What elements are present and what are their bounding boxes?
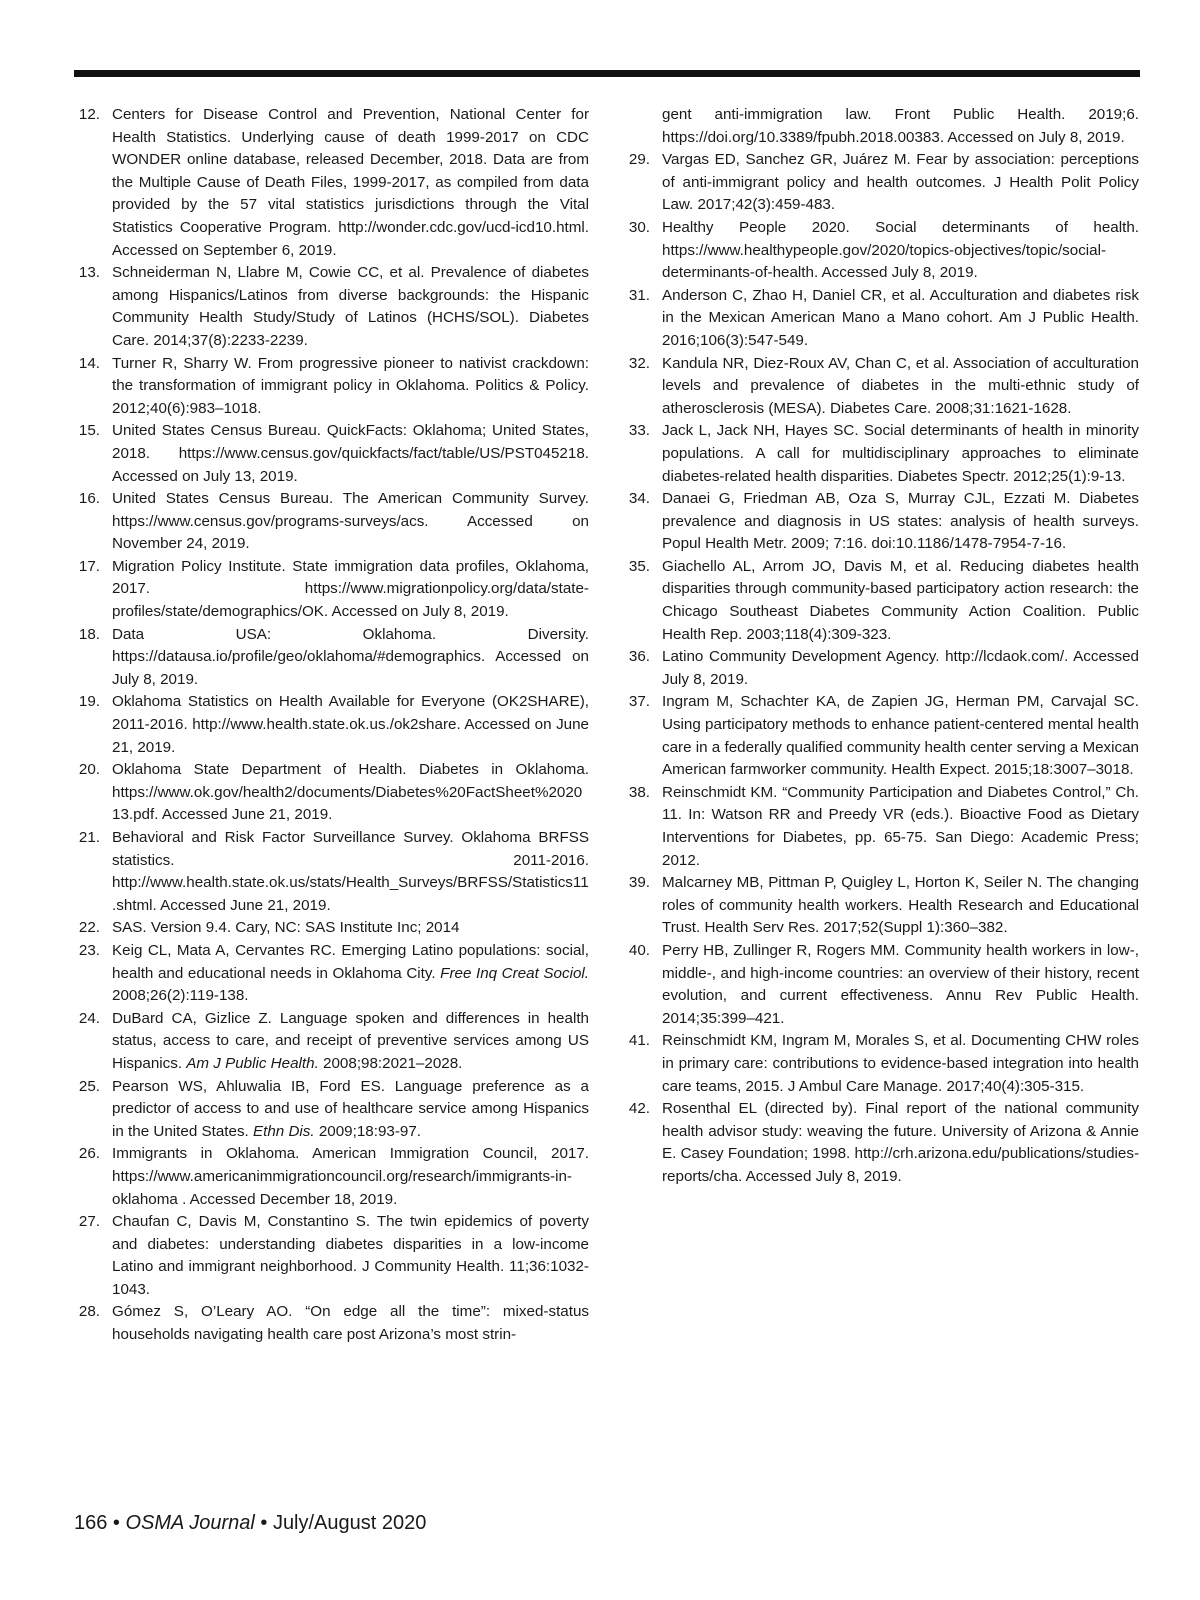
- reference-segment: Reinschmidt KM, Ingram M, Morales S, et al. Documenting CHW roles in primary care: contributions to evidence-based integration into health care teams, 2015. J Ambul Care Manage. 2017;40(4):305-315.: [662, 1032, 1139, 1095]
- reference-segment: Anderson C, Zhao H, Daniel CR, et al. Acculturation and diabetes risk in the Mexican American Mano a Mano cohort. Am J Public Health. 2016;106(3):547-549.: [662, 286, 1139, 349]
- reference-number: 32.: [628, 354, 650, 372]
- reference-text: [662, 872, 1139, 940]
- reference-item: [624, 149, 1139, 217]
- reference-segment: SAS. Version 9.4. Cary, NC: SAS Institute Inc; 2014: [112, 919, 460, 937]
- reference-text: [662, 217, 1139, 285]
- reference-number: 17.: [78, 557, 100, 575]
- reference-segment: Keig CL, Mata A, Cervantes RC. Emerging Latino populations: social, health and educational needs in Oklahoma City.: [112, 941, 589, 982]
- reference-text: [662, 420, 1139, 488]
- reference-text: [112, 262, 589, 352]
- reference-number: 20.: [78, 761, 100, 779]
- reference-item: [74, 759, 589, 827]
- reference-number: 38.: [628, 783, 650, 801]
- reference-number: 35.: [628, 557, 650, 575]
- reference-text: [112, 624, 589, 692]
- reference-segment: Perry HB, Zullinger R, Rogers MM. Community health workers in low-, middle-, and high-income countries: an overview of their history, recent evolution, and current effectiveness. Annu Rev Public Health. 2014;35:399–421.: [662, 941, 1139, 1027]
- reference-number: 19.: [78, 693, 100, 711]
- journal-name: OSMA Journal: [125, 1512, 255, 1534]
- reference-number: 26.: [78, 1145, 100, 1163]
- reference-segment: Jack L, Jack NH, Hayes SC. Social determinants of health in minority populations. A call for multidisciplinary approaches to eliminate diabetes-related health disparities. Diabetes Spectr. 2012;25(1):9-13.: [662, 422, 1139, 485]
- reference-segment: DuBard CA, Gizlice Z. Language spoken and differences in health status, access to care, and receipt of preventive services among US Hispanics.: [112, 1009, 589, 1072]
- reference-number: 21.: [78, 829, 100, 846]
- reference-text: [112, 1008, 589, 1076]
- reference-segment: Danaei G, Friedman AB, Oza S, Murray CJL, Ezzati M. Diabetes prevalence and diagnosis in US states: analysis of health surveys. Popul Health Metr. 2009; 7:16. doi:10.1186/1478-7954-7-16.: [662, 490, 1139, 553]
- footer-separator: •: [107, 1512, 126, 1534]
- reference-text: [112, 556, 589, 624]
- reference-item: [74, 1143, 589, 1211]
- reference-item: [74, 624, 589, 692]
- reference-item: [624, 782, 1139, 872]
- reference-number: 30.: [628, 218, 650, 236]
- reference-text: [112, 1076, 589, 1144]
- reference-segment: Malcarney MB, Pittman P, Quigley L, Horton K, Seiler N. The changing roles of community health workers. Health Research and Educational Trust. Health Serv Res. 2017;52(Suppl 1):360–382.: [662, 874, 1139, 937]
- reference-text: [662, 556, 1139, 646]
- reference-item: [624, 872, 1139, 940]
- reference-segment: Latino Community Development Agency. http://lcdaok.com/. Accessed July 8, 2019.: [662, 648, 1139, 688]
- reference-number: 13.: [78, 264, 100, 282]
- reference-text: [662, 285, 1139, 353]
- reference-item: [624, 646, 1139, 691]
- reference-item: [624, 104, 1139, 149]
- reference-text: [662, 691, 1139, 781]
- reference-text: [662, 1030, 1139, 1098]
- reference-segment: United States Census Bureau. QuickFacts: Oklahoma; United States, 2018. https://www.census.gov/quickfacts/fact/table/US/PST045218. Accessed on July 13, 2019.: [112, 422, 589, 485]
- reference-text: [662, 149, 1139, 217]
- reference-text: [662, 646, 1139, 691]
- reference-segment: United States Census Bureau. The American Community Survey. https://www.census.gov/programs-surveys/acs. Accessed on November 24, 2019.: [112, 490, 589, 553]
- reference-segment: Rosenthal EL (directed by). Final report of the national community health advisor study: weaving the future. University of Arizona & Annie E. Casey Foundation; 1998. http://crh.arizona.edu/publications/studies-reports/cha. Accessed July 8, 2019.: [662, 1100, 1140, 1185]
- reference-number: 37.: [628, 693, 650, 711]
- reference-item: [74, 488, 589, 556]
- reference-number: 40.: [628, 941, 650, 959]
- reference-text: [662, 488, 1139, 556]
- reference-item: [624, 1030, 1139, 1098]
- reference-number: 12.: [78, 106, 100, 123]
- reference-text: [662, 940, 1139, 1030]
- reference-number: 42.: [628, 1100, 650, 1118]
- reference-number: 31.: [628, 286, 650, 304]
- reference-text: [112, 917, 589, 940]
- reference-text: [112, 420, 589, 488]
- reference-item: [74, 827, 589, 917]
- reference-text: [112, 1211, 589, 1301]
- references-column-right: [624, 104, 1139, 1189]
- reference-text: [662, 104, 1139, 149]
- reference-segment: Chaufan C, Davis M, Constantino S. The twin epidemics of poverty and diabetes: understanding diabetes disparities in a low-income Latino and immigrant neighborhood. J Community Health. 11;36:1032-1043.: [112, 1213, 589, 1298]
- reference-text: [112, 488, 589, 556]
- reference-item: [74, 1211, 589, 1301]
- reference-item: [74, 262, 589, 352]
- reference-segment: Immigrants in Oklahoma. American Immigration Council, 2017. https://www.americanimmigrationcouncil.org/research/immigrants-in-oklahoma . Accessed December 18, 2019.: [112, 1145, 589, 1208]
- reference-segment: Schneiderman N, Llabre M, Cowie CC, et al. Prevalence of diabetes among Hispanics/Latinos from diverse backgrounds: the Hispanic Community Health Study/Study of Latinos (HCHS/SOL). Diabetes Care. 2014;37(8):2233-2239.: [112, 264, 589, 349]
- issue-date: July/August 2020: [272, 1512, 427, 1534]
- reference-number: 16.: [78, 490, 100, 508]
- reference-segment: Turner R, Sharry W. From progressive pioneer to nativist crackdown: the transformation of immigrant policy in Oklahoma. Politics & Policy. 2012;40(6):983–1018.: [112, 354, 589, 417]
- page-footer: [74, 1512, 426, 1535]
- reference-number: 27.: [78, 1213, 100, 1231]
- reference-item: [74, 917, 589, 940]
- journal-title: Free Inq Creat Sociol.: [440, 964, 589, 982]
- reference-number: 39.: [628, 874, 650, 892]
- footer-separator: •: [254, 1512, 273, 1534]
- references-column-left: [74, 104, 589, 1347]
- reference-number: 29.: [628, 151, 650, 169]
- reference-segment: Giachello AL, Arrom JO, Davis M, et al. Reducing diabetes health disparities through community-based participatory action research: the Chicago Southeast Diabetes Community Action Coalition. Public Health Rep. 2003;118(4):309-323.: [662, 557, 1139, 643]
- reference-segment: Data USA: Oklahoma. Diversity. https://datausa.io/profile/geo/oklahoma/#demographics. Accessed on July 8, 2019.: [112, 625, 589, 688]
- reference-text: [112, 104, 589, 262]
- reference-text: [112, 691, 589, 759]
- reference-segment: Behavioral and Risk Factor Surveillance Survey. Oklahoma BRFSS statistics. 2011-2016. http://www.health.state.ok.us/stats/Health_Surveys/BRFSS/Statistics11.shtml. Accessed June 21, 2019.: [112, 829, 589, 914]
- reference-number: 23.: [78, 941, 100, 959]
- reference-segment: Vargas ED, Sanchez GR, Juárez M. Fear by association: perceptions of anti-immigrant policy and health outcomes. J Health Polit Policy Law. 2017;42(3):459-483.: [662, 151, 1139, 214]
- reference-number: 24.: [78, 1009, 100, 1027]
- reference-item: [74, 1301, 589, 1346]
- reference-text: [112, 1301, 589, 1346]
- reference-segment: gent anti-immigration law. Front Public Health. 2019;6. https://doi.org/10.3389/fpubh.2018.00383. Accessed on July 8, 2019.: [662, 106, 1139, 146]
- reference-text: [112, 353, 589, 421]
- reference-segment: Oklahoma State Department of Health. Diabetes in Oklahoma. https://www.ok.gov/health2/documents/Diabetes%20FactSheet%202013.pdf. Accessed June 21, 2019.: [112, 761, 589, 824]
- reference-item: [624, 217, 1139, 285]
- reference-number: 18.: [78, 625, 100, 643]
- reference-item: [624, 488, 1139, 556]
- reference-segment: 2008;98:2021–2028.: [318, 1054, 463, 1072]
- reference-segment: 2009;18:93-97.: [314, 1122, 422, 1140]
- reference-text: [662, 782, 1139, 872]
- reference-text: [112, 1143, 589, 1211]
- reference-item: [624, 420, 1139, 488]
- reference-number: 25.: [78, 1077, 100, 1095]
- header-rule: [74, 70, 1140, 77]
- reference-number: 22.: [78, 919, 100, 937]
- reference-item: [624, 940, 1139, 1030]
- reference-item: [74, 1008, 589, 1076]
- reference-item: [74, 104, 589, 262]
- reference-item: [74, 940, 589, 1008]
- reference-text: [662, 353, 1139, 421]
- reference-number: 28.: [78, 1303, 100, 1321]
- reference-number: 14.: [78, 354, 100, 372]
- reference-text: [112, 827, 589, 917]
- reference-number: 15.: [78, 422, 100, 440]
- reference-segment: Oklahoma Statistics on Health Available for Everyone (OK2SHARE), 2011-2016. http://www.health.state.ok.us./ok2share. Accessed on June 21, 2019.: [112, 693, 589, 756]
- reference-text: [662, 1098, 1139, 1188]
- reference-segment: Migration Policy Institute. State immigration data profiles, Oklahoma, 2017. https://www.migrationpolicy.org/data/state-profiles/state/demographics/OK. Accessed on July 8, 2019.: [112, 557, 589, 621]
- reference-item: [624, 556, 1139, 646]
- page-number: 166: [74, 1512, 108, 1534]
- reference-segment: Healthy People 2020. Social determinants of health. https://www.healthypeople.gov/2020/topics-objectives/topic/social-determinants-of-health. Accessed July 8, 2019.: [662, 218, 1139, 282]
- reference-item: [624, 353, 1139, 421]
- reference-item: [624, 691, 1139, 781]
- reference-segment: Kandula NR, Diez-Roux AV, Chan C, et al. Association of acculturation levels and prevalence of diabetes in the multi-ethnic study of atherosclerosis (MESA). Diabetes Care. 2008;31:1621-1628.: [662, 354, 1139, 417]
- reference-item: [74, 420, 589, 488]
- reference-text: [112, 940, 589, 1008]
- reference-item: [74, 1076, 589, 1144]
- reference-item: [74, 556, 589, 624]
- reference-segment: 2008;26(2):119-138.: [112, 987, 249, 1005]
- reference-segment: Ingram M, Schachter KA, de Zapien JG, Herman PM, Carvajal SC. Using participatory methods to enhance patient-centered mental health care in a federally qualified community health center serving a Mexican American farmworker community. Health Expect. 2015;18:3007–3018.: [662, 693, 1140, 779]
- reference-number: 34.: [628, 490, 650, 508]
- reference-segment: Gómez S, O’Leary AO. “On edge all the time”: mixed-status households navigating health care post Arizona’s most strin-: [112, 1303, 589, 1344]
- reference-number: 33.: [628, 422, 650, 440]
- reference-number: 36.: [628, 648, 650, 666]
- reference-item: [624, 1098, 1139, 1188]
- reference-item: [624, 285, 1139, 353]
- journal-title: Ethn Dis.: [253, 1122, 315, 1140]
- reference-segment: Reinschmidt KM. “Community Participation and Diabetes Control,” Ch. 11. In: Watson RR and Preedy VR (eds.). Bioactive Food as Dietary Interventions for Diabetes, pp. 65-75. San Diego: Academic Press; 2012.: [662, 783, 1139, 869]
- reference-segment: Pearson WS, Ahluwalia IB, Ford ES. Language preference as a predictor of access to and use of healthcare service among Hispanics in the United States.: [112, 1077, 589, 1140]
- journal-title: Am J Public Health.: [186, 1054, 319, 1072]
- reference-number: 41.: [628, 1032, 650, 1050]
- reference-item: [74, 353, 589, 421]
- reference-segment: Centers for Disease Control and Prevention, National Center for Health Statistics. Underlying cause of death 1999-2017 on CDC WONDER online database, released December, 2018. Data are from the Multiple Cause of Death Files, 1999-2017, as compiled from data provided by the 57 vital statistics jurisdictions through the Vital Statistics Cooperative Program. http://wonder.cdc.gov/ucd-icd10.html. Accessed on September 6, 2019.: [112, 106, 589, 259]
- reference-text: [112, 759, 589, 827]
- reference-item: [74, 691, 589, 759]
